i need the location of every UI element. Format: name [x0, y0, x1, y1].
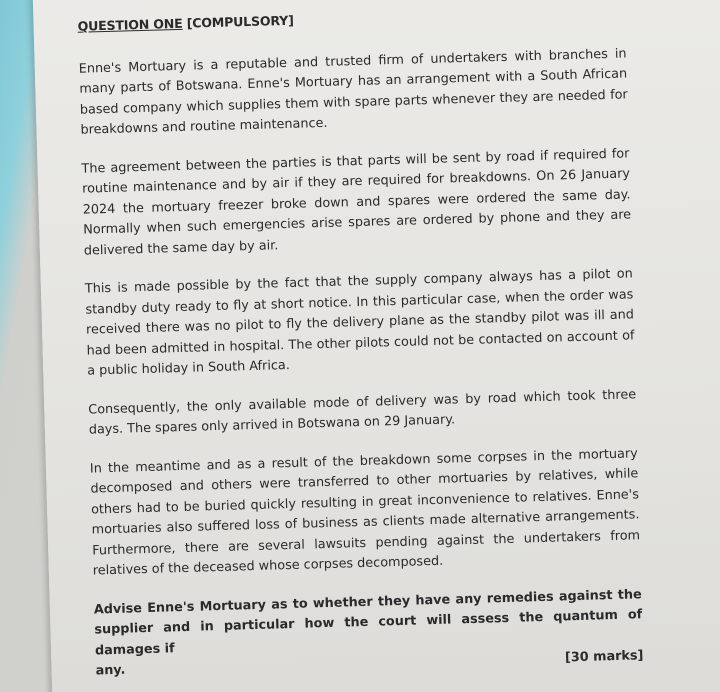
paragraph-pilot: This is made possible by the fact that the supply company always has a pilot on standby duty ready to fly at short notice. In this particular case, when the order was received there was no pilot to fly the delivery plane as the standby pilot was ill and had been admitted in hospital. The other pilots could not be contacted on account of a public holiday in South Africa.	[84, 266, 635, 379]
question-heading	[77, 1, 625, 37]
advise-last-word: any.	[95, 662, 126, 679]
paragraph-background: Enne's Mortuary is a reputable and trusted firm of undertakers with branches in many parts of Botswana. Enne's Mortuary has an arrangement with a South African based company which supplies them with spare parts whenever they are needed for breakdowns and routine maintenance.	[78, 45, 628, 138]
exam-paper-sheet	[32, 0, 720, 692]
paragraph-delivery: Consequently, the only available mode of delivery was by road which took three days. The spares only arrived in Botswana on 29 January.	[88, 386, 637, 438]
marks-allocation: [30 marks]	[564, 648, 644, 666]
paragraph-consequences: In the meantime and as a result of the breakdown some corpses in the mortuary decomposed and others were transferred to other mortuaries by relatives, while others had to be buried quickly resulting in great inconvenience to relatives. Enne's mortuaries also suffered loss of business as clients made alternative arrangements. Furthermore, there are several lawsuits pending against the undertakers from relatives of the deceased whose corpses decomposed.	[89, 445, 641, 579]
question-heading-tag: [COMPULSORY]	[186, 12, 294, 31]
question-heading-title: QUESTION ONE	[77, 15, 183, 34]
question-content	[77, 1, 643, 682]
advise-text: Advise Enne's Mortuary as to whether they have any remedies against the supplier and in particular how the court will assess the quantum of damages if	[93, 586, 643, 659]
paragraph-agreement: The agreement between the parties is that parts will be sent by road if required for routine maintenance and by air if they are required for breakdowns. On 26 January 2024 the mortuary freezer broke down and spares were ordered the same day. Normally when such emergencies arise spares are ordered by phone and they are delivered the same day by air.	[81, 145, 632, 259]
